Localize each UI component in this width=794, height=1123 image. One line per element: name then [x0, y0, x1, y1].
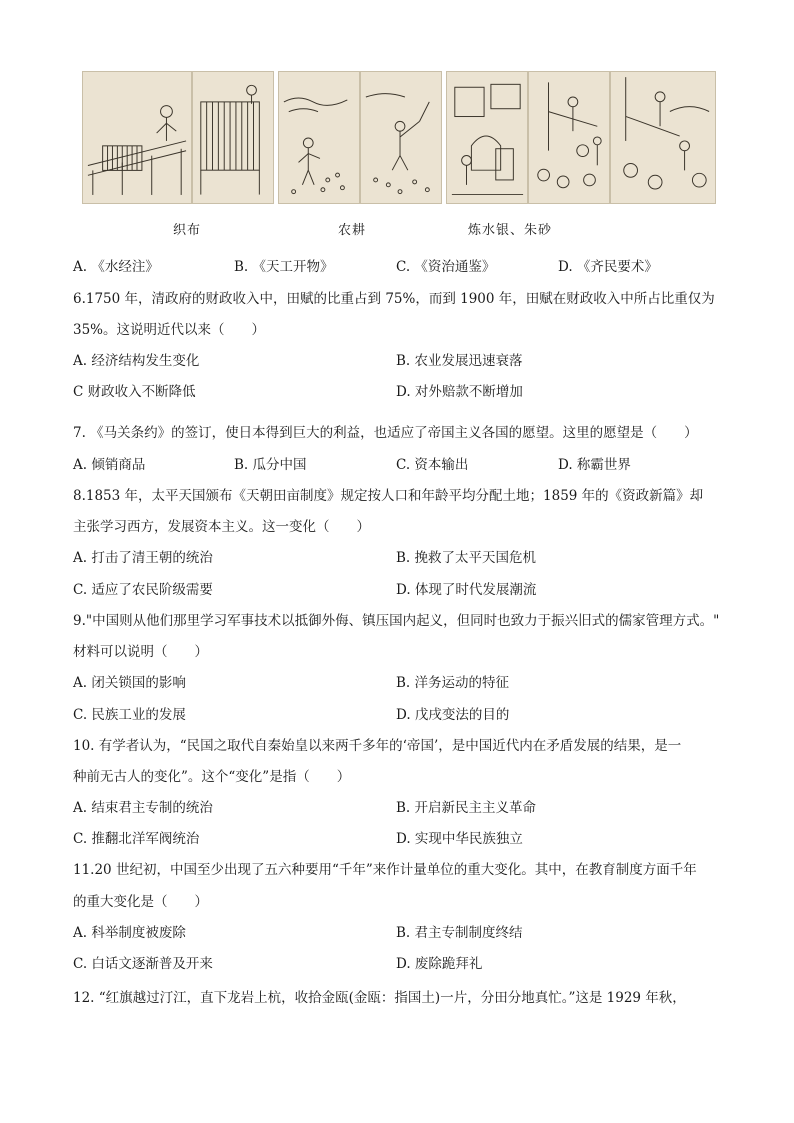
- cinnabar-illustration-2: [610, 71, 716, 204]
- q10-option-c: C. 推翻北洋军阀统治: [73, 831, 200, 847]
- q7-stem: 7. 《马关条约》的签订，使日本得到巨大的利益，也适应了帝国主义各国的愿望。这里的愿望是（ ）: [73, 425, 698, 441]
- q6-option-b: B. 农业发展迅速衰落: [396, 353, 523, 369]
- cinnabar-illustration: [528, 71, 610, 204]
- q9-stem-line-1: 9."中国则从他们那里学习军事技术以抵御外侮、镇压国内起义，但同时也致力于振兴旧式的儒家管理方式。": [73, 613, 720, 629]
- q9-option-d: D. 戊戌变法的目的: [396, 707, 510, 723]
- farming-illustration-right: [360, 71, 442, 204]
- q8-stem-line-2: 主张学习西方，发展资本主义。这一变化（ ）: [73, 519, 370, 535]
- farming-illustration-left: [278, 71, 360, 204]
- q11-stem-line-1: 11.20 世纪初，中国至少出现了五六种要用“千年”来作计量单位的重大变化。其中，在教育制度方面千年: [73, 862, 697, 878]
- q11-option-a: A. 科举制度被废除: [73, 925, 186, 941]
- caption-mercury-cinnabar: 炼水银、朱砂: [468, 223, 553, 238]
- q8-option-b: B. 挽救了太平天国危机: [396, 550, 537, 566]
- q5-option-c: C. 《资治通鉴》: [396, 259, 496, 275]
- q8-option-a: A. 打击了清王朝的统治: [73, 550, 213, 566]
- q5-option-a: A. 《水经注》: [73, 259, 159, 275]
- q9-option-a: A. 闭关锁国的影响: [73, 675, 186, 691]
- q7-option-d: D. 称霸世界: [558, 457, 631, 473]
- q11-stem-line-2: 的重大变化是（ ）: [73, 894, 208, 910]
- q8-option-d: D. 体现了时代发展潮流: [396, 582, 537, 598]
- q9-stem-line-2: 材料可以说明（ ）: [73, 644, 208, 660]
- q6-option-a: A. 经济结构发生变化: [73, 353, 200, 369]
- q7-option-b: B. 瓜分中国: [234, 457, 307, 473]
- q10-option-a: A. 结束君主专制的统治: [73, 800, 213, 816]
- q9-option-c: C. 民族工业的发展: [73, 707, 186, 723]
- q6-stem-line-1: 6.1750 年，清政府的财政收入中，田赋的比重占到 75%，而到 1900 年，田赋在财政收入中所占比重仅为: [73, 291, 715, 307]
- caption-farming: 农耕: [338, 223, 367, 238]
- q10-option-d: D. 实现中华民族独立: [396, 831, 523, 847]
- mercury-refining-illustration: [446, 71, 528, 204]
- q6-option-c: C 财政收入不断降低: [73, 384, 196, 400]
- q11-option-b: B. 君主专制制度终结: [396, 925, 523, 941]
- q10-option-b: B. 开启新民主主义革命: [396, 800, 537, 816]
- q5-option-d: D. 《齐民要术》: [558, 259, 658, 275]
- illustration-figure: [82, 71, 716, 204]
- q5-option-b: B. 《天工开物》: [234, 259, 334, 275]
- q9-option-b: B. 洋务运动的特征: [396, 675, 510, 691]
- weaving-illustration: [82, 71, 192, 204]
- q11-option-c: C. 白话文逐渐普及开来: [73, 956, 213, 972]
- q6-stem-line-2: 35%。这说明近代以来（ ）: [73, 322, 266, 338]
- loom-illustration: [192, 71, 274, 204]
- q7-option-c: C. 资本输出: [396, 457, 469, 473]
- q11-option-d: D. 废除跪拜礼: [396, 956, 483, 972]
- q10-stem-line-1: 10. 有学者认为，“民国之取代自秦始皇以来两千多年的‘帝国’，是中国近代内在矛盾发展的结果，是一: [73, 738, 682, 754]
- q12-stem: 12. “红旗越过汀江，直下龙岩上杭，收拾金瓯(金瓯：指国土)一片，分田分地真忙。”这是 1929 年秋，: [73, 990, 686, 1006]
- q10-stem-line-2: 种前无古人的变化”。这个“变化”是指（ ）: [73, 769, 351, 785]
- caption-weaving: 织布: [173, 223, 202, 238]
- q7-option-a: A. 倾销商品: [73, 457, 146, 473]
- q6-option-d: D. 对外赔款不断增加: [396, 384, 523, 400]
- q8-stem-line-1: 8.1853 年，太平天国颁布《天朝田亩制度》规定按人口和年龄平均分配土地；1859 年的《资政新篇》却: [73, 488, 704, 504]
- q8-option-c: C. 适应了农民阶级需要: [73, 582, 213, 598]
